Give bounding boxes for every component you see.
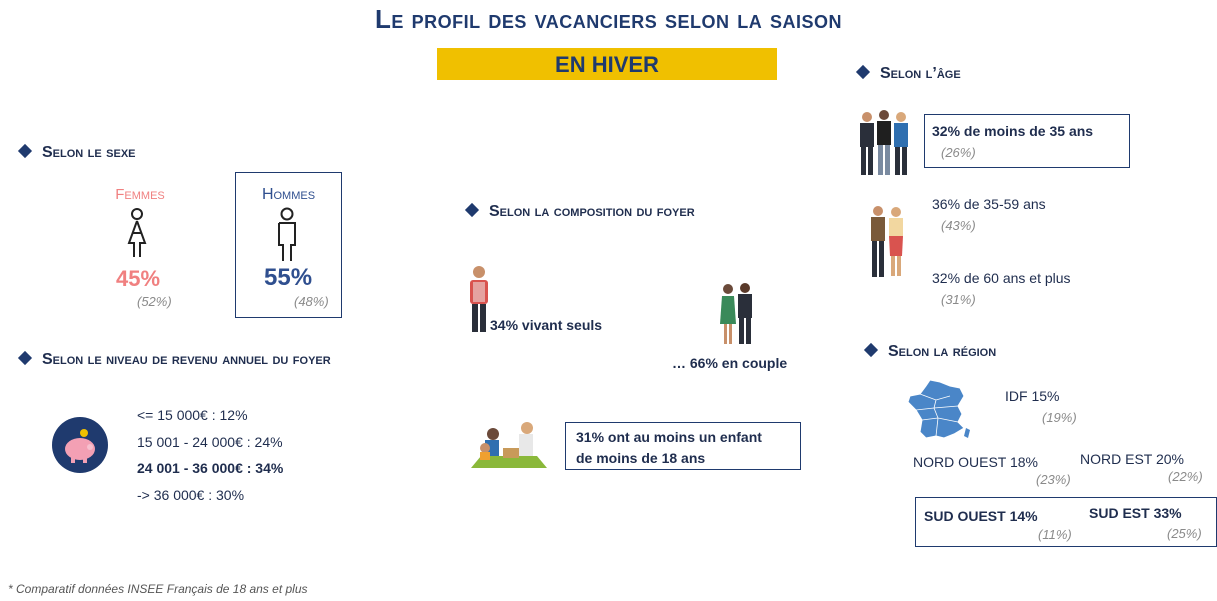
men-value: 55% bbox=[264, 264, 313, 291]
age-young-value: 32% de moins de 35 ans bbox=[932, 123, 1094, 139]
region-idf-value: IDF 15% bbox=[1005, 388, 1060, 404]
child-line-1: 31% ont au moins un enfant bbox=[576, 429, 762, 445]
region-nord-est-value: NORD EST 20% bbox=[1080, 451, 1184, 467]
men-label: Hommes bbox=[261, 186, 316, 203]
footnote: * Comparatif données INSEE Français de 18 ans et plus bbox=[8, 582, 308, 596]
region-heading-label: Selon la région bbox=[888, 343, 997, 360]
age-heading-label: Selon l’âge bbox=[880, 65, 961, 82]
region-sud-ouest-value: SUD OUEST 14% bbox=[924, 508, 1038, 524]
france-map-icon bbox=[906, 378, 972, 442]
page-title: Le profil des vacanciers selon la saison bbox=[375, 4, 842, 34]
region-heading bbox=[866, 343, 996, 361]
region-nord-ouest-compare: (23%) bbox=[1036, 472, 1071, 487]
region-sud-est-compare: (25%) bbox=[1167, 526, 1202, 541]
child-line-2: de moins de 18 ans bbox=[576, 450, 706, 466]
adult-couple-icon bbox=[866, 204, 908, 280]
diamond-bullet-icon bbox=[18, 144, 32, 158]
man-icon bbox=[273, 207, 301, 263]
income-heading bbox=[20, 351, 331, 369]
women-label: Femmes bbox=[115, 186, 165, 203]
young-group-icon bbox=[856, 108, 912, 178]
income-row: <= 15 000€ : 12% bbox=[137, 407, 248, 423]
women-compare: (52%) bbox=[137, 294, 172, 309]
age-middle-value: 36% de 35-59 ans bbox=[932, 196, 1046, 212]
age-young-compare: (26%) bbox=[941, 145, 976, 160]
income-row: 15 001 - 24 000€ : 24% bbox=[137, 434, 283, 450]
age-senior-value: 32% de 60 ans et plus bbox=[932, 270, 1071, 286]
region-idf-compare: (19%) bbox=[1042, 410, 1077, 425]
age-heading bbox=[858, 65, 961, 83]
women-value: 45% bbox=[116, 266, 161, 291]
region-sud-ouest-compare: (11%) bbox=[1038, 527, 1072, 542]
income-heading-label: Selon le niveau de revenu annuel du foyer bbox=[42, 351, 331, 368]
region-sud-est-value: SUD EST 33% bbox=[1089, 505, 1182, 521]
diamond-bullet-icon bbox=[18, 351, 32, 365]
household-heading-label: Selon la composition du foyer bbox=[489, 203, 695, 220]
sex-heading bbox=[20, 144, 136, 162]
region-nord-est-compare: (22%) bbox=[1168, 469, 1203, 484]
region-nord-ouest-value: NORD OUEST 18% bbox=[913, 454, 1038, 470]
age-middle-compare: (43%) bbox=[941, 218, 976, 233]
diamond-bullet-icon bbox=[465, 203, 479, 217]
diamond-bullet-icon bbox=[856, 65, 870, 79]
income-row-highlight: 24 001 - 36 000€ : 34% bbox=[137, 460, 284, 476]
men-compare: (48%) bbox=[294, 294, 329, 309]
sex-heading-label: Selon le sexe bbox=[42, 144, 136, 161]
household-couple: … 66% en couple bbox=[672, 355, 788, 371]
woman-icon bbox=[125, 207, 149, 259]
single-person-icon bbox=[466, 264, 492, 334]
season-banner: EN HIVER bbox=[437, 48, 777, 80]
household-heading bbox=[467, 203, 695, 221]
couple-icon bbox=[718, 282, 756, 346]
age-senior-compare: (31%) bbox=[941, 292, 976, 307]
income-row: -> 36 000€ : 30% bbox=[137, 487, 245, 503]
family-picnic-icon bbox=[471, 418, 547, 470]
piggy-bank-icon bbox=[52, 417, 108, 473]
household-alone: 34% vivant seuls bbox=[490, 317, 603, 333]
diamond-bullet-icon bbox=[864, 343, 878, 357]
